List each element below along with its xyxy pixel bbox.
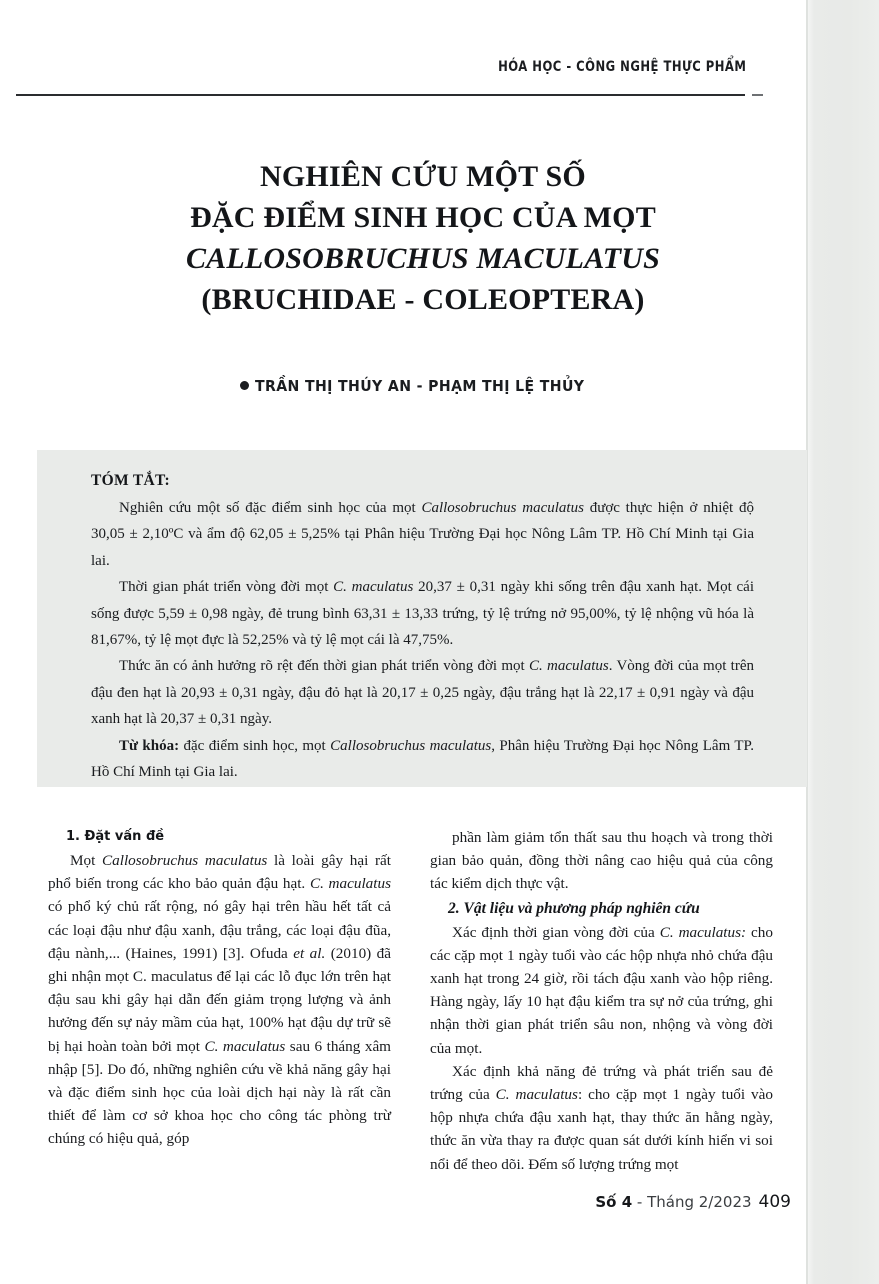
body-column-right xyxy=(430,826,773,1178)
page-edge-band xyxy=(808,0,879,1284)
running-head-text: HÓA HỌC - CÔNG NGHỆ THỰC PHẨM xyxy=(497,59,746,75)
abstract-paragraph-2 xyxy=(91,574,754,653)
abstract-heading: TÓM TẮT: xyxy=(91,472,170,489)
bullet-icon xyxy=(240,381,249,390)
abstract-p3-species: C. maculatus xyxy=(529,658,609,675)
abstract-p2-text-a: Thời gian phát triển vòng đời mọt xyxy=(119,579,334,596)
method2-species: C. maculatus xyxy=(495,1086,578,1104)
author-byline xyxy=(40,377,806,396)
footer-issue-date: - Tháng 2/2023 xyxy=(632,1193,752,1211)
keywords-text-b: , Phân hiệu Trường Đại học Nông Lâm TP. Hồ Chí Minh tại Gia lai. xyxy=(91,737,754,781)
title-line-1: NGHIÊN CỨU MỘT SỐ xyxy=(260,160,586,193)
intro-species-3: C. maculatus xyxy=(204,1037,286,1055)
article-title xyxy=(40,156,806,320)
title-line-4-family: (BRUCHIDAE - COLEOPTERA) xyxy=(201,283,645,316)
author-names: TRẦN THỊ THÚY AN - PHẠM THỊ LỆ THỦY xyxy=(255,377,585,395)
method2-text-a: Xác định khả năng đẻ trứng và phát triển sau đẻ trứng của xyxy=(430,1062,773,1104)
abstract-p2-text-b: 20,37 ± 0,31 ngày khi sống trên đậu xanh hạt. Mọt cái sống được 5,59 ± 0,98 ngày, đẻ trung bình 63,31 ± 13,33 trứng, tỷ lệ trứng nở 95,00%, tỷ lệ nhộng vũ hóa là 81,67%, tỷ lệ mọt đực là 52,25% và tỷ lệ mọt cái là 47,75%. xyxy=(91,579,755,649)
header-divider-rule xyxy=(16,94,745,96)
intro-text-a: Mọt xyxy=(70,852,103,869)
section-heading-1: 1. Đặt vấn đề xyxy=(66,829,165,844)
footer-page-number: 409 xyxy=(758,1192,791,1212)
abstract-p3-text-b: . Vòng đời của mọt trên đậu đen hạt là 20,93 ± 0,31 ngày, đậu đỏ hạt là 20,17 ± 0,25 ngày, đậu trắng hạt là 22,17 ± 0,91 ngày và đậu xanh hạt là 20,37 ± 0,31 ngày. xyxy=(91,658,754,728)
body-column-left xyxy=(48,826,391,1178)
intro-text-e: sau 6 tháng xâm nhập [5]. Do đó, những nghiên cứu về khả năng gây hại và đặc điểm sinh học của loài dịch hại này là rất cần thiết để làm cơ sở khoa học cho công tác phòng trừ chúng có hiệu quả, góp xyxy=(48,1037,391,1148)
method1-species: C. maculatus: xyxy=(659,923,747,941)
intro-text-b: là loài gây hại rất phổ biến trong các kho bảo quản đậu hạt. xyxy=(48,852,391,893)
abstract-content xyxy=(91,472,754,785)
keywords-text-a: đặc điểm sinh học, mọt xyxy=(179,737,331,754)
intro-text-c: có phổ ký chủ rất rộng, nó gây hại trên hầu hết tất cả các loại đậu như đậu xanh, đậu trắng, các loại đậu đũa, đậu nành,... (Haines, 1991) [3]. Ofuda xyxy=(48,898,391,962)
intro-species-1: Callosobruchus maculatus xyxy=(102,852,268,869)
page-footer xyxy=(40,1192,791,1212)
method1-text-b: cho các cặp mọt 1 ngày tuổi vào các hộp nhựa nhỏ chứa đậu xanh hạt trong 24 giờ, rồi tách đậu xanh vào hộp riêng. Hàng ngày, lấy 10 hạt đậu kiểm tra sự nở của trứng, ghi nhận thời gian phát triển sâu non, nhộng và vòng đời của mọt. xyxy=(430,923,773,1057)
body-columns xyxy=(48,826,793,1178)
intro-text-d: (2010) đã ghi nhận mọt C. maculatus để lại các lỗ đục lớn trên hạt đậu sau khi gây hại dẫn đến giảm trọng lượng và ảnh hưởng đến sự nảy mầm của hạt, 100% hạt đậu dự trữ sẽ bị hại hoàn toàn bởi mọt xyxy=(48,944,392,1055)
intro-etal: et al. xyxy=(293,944,326,962)
title-line-2: ĐẶC ĐIỂM SINH HỌC CỦA MỌT xyxy=(190,201,656,234)
section-heading-2: 2. Vật liệu và phương pháp nghiên cứu xyxy=(448,899,700,917)
body-paragraph-intro xyxy=(48,849,391,1151)
running-head xyxy=(40,58,746,76)
header-divider-tick xyxy=(752,94,763,96)
abstract-panel xyxy=(37,450,807,787)
abstract-p3-text-a: Thức ăn có ảnh hưởng rõ rệt đến thời gian phát triển vòng đời mọt xyxy=(119,658,529,675)
abstract-paragraph-1 xyxy=(91,495,754,574)
abstract-paragraph-3 xyxy=(91,653,754,732)
footer-issue-number: Số 4 xyxy=(595,1193,633,1211)
body-paragraph-method-1 xyxy=(430,921,773,1060)
method2-text-b: : cho cặp mọt 1 ngày tuổi vào hộp nhựa chứa đậu xanh hạt, thay thức ăn hằng ngày, thức ăn vừa thay ra được quan sát dưới kính hiển vi soi nổi để theo dõi. Đếm số lượng trứng mọt xyxy=(430,1086,773,1173)
method1-text-a: Xác định thời gian vòng đời của xyxy=(452,923,660,941)
keywords-species: Callosobruchus maculatus xyxy=(330,737,492,754)
abstract-p1-species: Callosobruchus maculatus xyxy=(421,500,584,516)
abstract-p1-text-a: Nghiên cứu một số đặc điểm sinh học của mọt xyxy=(119,500,422,516)
keywords-label: Từ khóa: xyxy=(119,737,180,754)
body-paragraph-intro-cont: phần làm giảm tổn thất sau thu hoạch và trong thời gian bảo quản, đồng thời nâng cao hiệu quả của công tác kiểm dịch thực vật. xyxy=(430,829,773,893)
abstract-p1-text-b: được thực hiện ở nhiệt độ 30,05 ± 2,10ºC và ẩm độ 62,05 ± 5,25% tại Phân hiệu Trường Đại học Nông Lâm TP. Hồ Chí Minh tại Gia lai. xyxy=(91,500,754,569)
abstract-p2-species: C. maculatus xyxy=(333,579,414,596)
abstract-keywords xyxy=(91,733,754,786)
intro-species-2: C. maculatus xyxy=(309,875,391,893)
title-line-3-species: CALLOSOBRUCHUS MACULATUS xyxy=(185,242,661,275)
body-paragraph-method-2 xyxy=(430,1060,773,1176)
